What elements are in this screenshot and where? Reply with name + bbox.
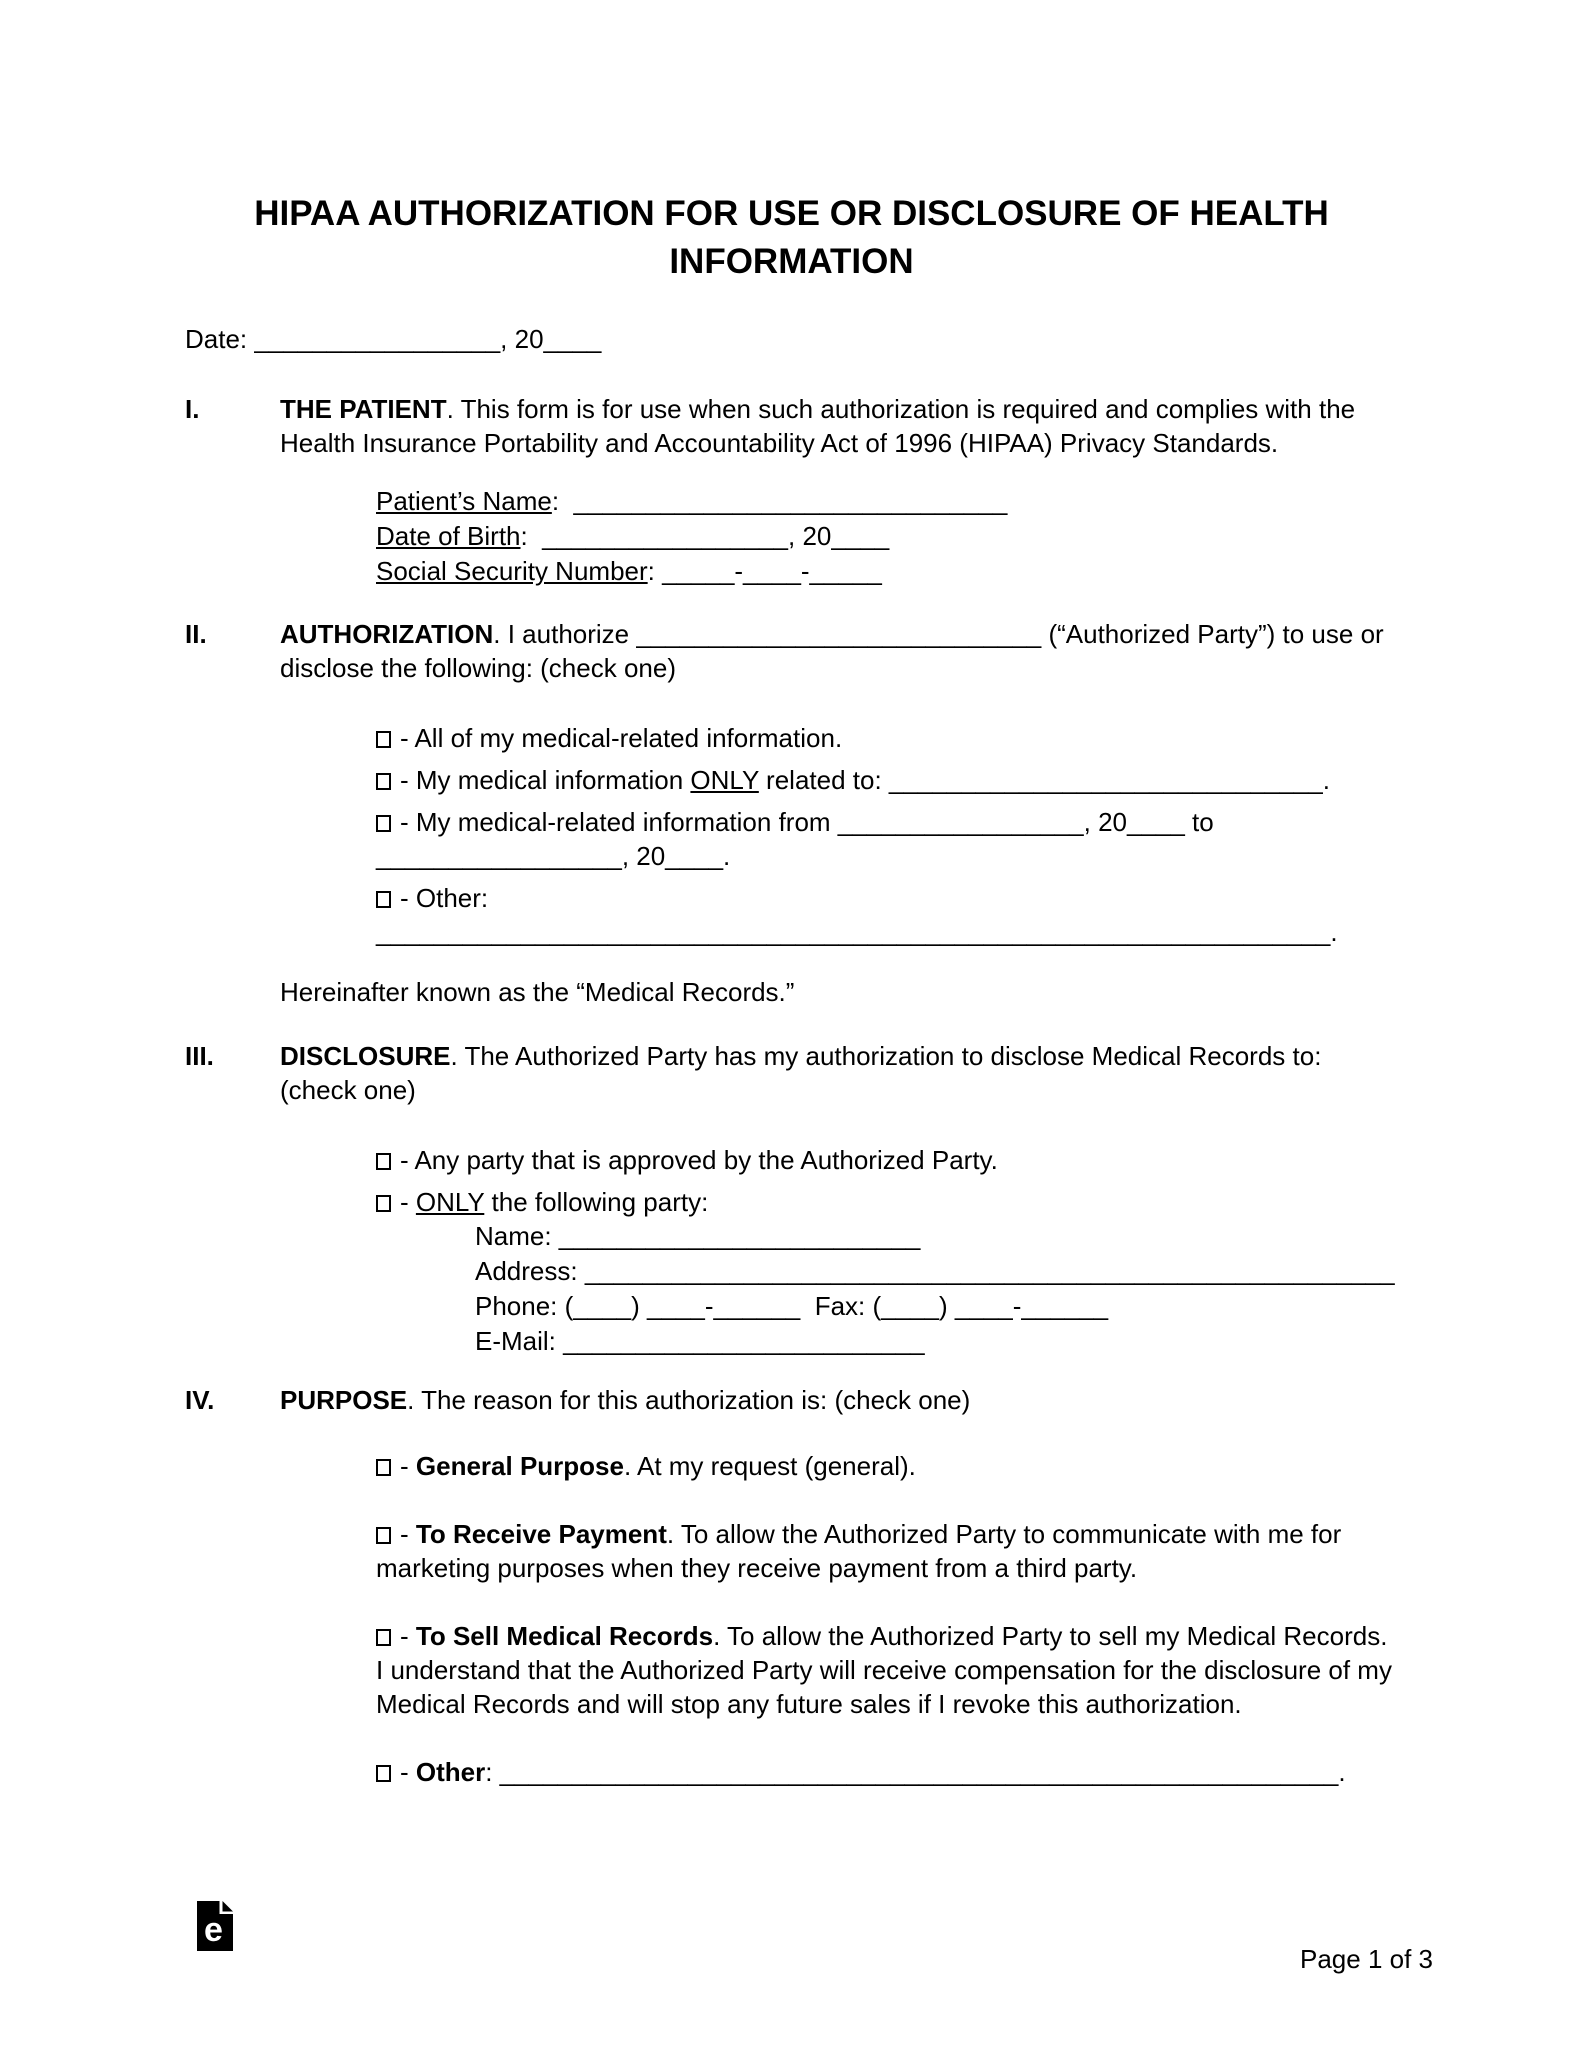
section-heading-paragraph (280, 392, 1398, 460)
option-text-bold: To Sell Medical Records (415, 1621, 714, 1651)
section-numeral: II. (185, 619, 207, 649)
section-text: . I authorize ____________________________ (“Authorized Party”) to use or disclose the following: (check one) (280, 619, 1391, 683)
section-text: . This form is for use when such authorization is required and complies with the Health Insurance Portability and Accountability Act of 1996 (HIPAA) Privacy Standards. (280, 394, 1363, 458)
checkbox[interactable] (376, 1629, 391, 1646)
section-title: AUTHORIZATION (280, 619, 494, 649)
field-text: Name: _________________________ (475, 1221, 921, 1251)
option-text: - (400, 1519, 416, 1549)
document-content (185, 190, 1398, 1823)
option-text: . To allow the Authorized Party to sell my Medical Records. I understand that the Authorized Party will receive compensation for the disclosure of my Medical Records and will stop any future sales if I revoke this authorization. (376, 1621, 1400, 1719)
option-to-receive-payment (376, 1517, 1398, 1585)
option-text: - All of my medical-related information. (400, 723, 843, 753)
section-disclosure (185, 1039, 1398, 1359)
option-to-sell-medical-records (376, 1619, 1398, 1721)
checkbox[interactable] (376, 1765, 391, 1782)
eforms-document-logo-icon (197, 1901, 233, 1951)
checkbox[interactable] (376, 891, 391, 908)
option-text-bold: Other (415, 1757, 486, 1787)
option-text: . To allow the Authorized Party to communicate with me for marketing purposes when they receive payment from a third party. (376, 1519, 1349, 1583)
section-title: THE PATIENT (280, 394, 447, 424)
checkbox[interactable] (376, 731, 391, 748)
party-phone-fax-field[interactable] (475, 1289, 1398, 1324)
document-title: HIPAA AUTHORIZATION FOR USE OR DISCLOSURE OF HEALTH INFORMATION (254, 194, 1329, 281)
date-of-birth-field[interactable] (376, 519, 1398, 554)
field-label: Social Security Number (376, 556, 648, 586)
option-only-following-party (376, 1185, 1398, 1219)
purpose-options (376, 1449, 1398, 1789)
section-heading-paragraph (280, 617, 1398, 685)
section-title: DISCLOSURE (280, 1041, 451, 1071)
section-text: . The Authorized Party has my authorization to disclose Medical Records to: (check one) (280, 1041, 1329, 1105)
field-blank: : _________________, 20____ (520, 521, 890, 551)
field-blank: : ______________________________ (551, 486, 1008, 516)
section-body (280, 1383, 1398, 1823)
section-body (280, 1039, 1398, 1359)
option-text: - Other: __________________________________________________________________. (376, 883, 1338, 947)
party-fields (475, 1219, 1398, 1359)
medical-records-definition: Hereinafter known as the “Medical Records.” (280, 977, 795, 1007)
option-text: : __________________________________________________________. (485, 1757, 1346, 1787)
option-all-medical-info (376, 721, 1398, 755)
option-text: - Any party that is approved by the Authorized Party. (400, 1145, 998, 1175)
checkbox[interactable] (376, 815, 391, 832)
option-medical-info-only-related-to (376, 763, 1398, 797)
section-body (280, 392, 1398, 589)
option-text: . At my request (general). (623, 1451, 916, 1481)
option-text: - (400, 1757, 416, 1787)
option-text-bold: To Receive Payment (415, 1519, 667, 1549)
checkbox[interactable] (376, 1527, 391, 1544)
section-numeral: I. (185, 394, 200, 424)
party-email-field[interactable] (475, 1324, 1398, 1359)
section-numeral: III. (185, 1041, 214, 1071)
section-title: PURPOSE (280, 1385, 408, 1415)
field-blank: : _____-____-_____ (647, 556, 882, 586)
section-purpose (185, 1383, 1398, 1823)
option-text: - My medical-related information from _________________, 20____ to _________________, 20____. (376, 807, 1221, 871)
party-name-field[interactable] (475, 1219, 1398, 1254)
date-line: Date: _________________, 20____ (185, 324, 602, 354)
section-heading-paragraph (280, 1383, 1398, 1417)
option-other-purpose (376, 1755, 1398, 1789)
section-heading-paragraph (280, 1039, 1398, 1107)
option-text: - (400, 1451, 416, 1481)
option-text: - (400, 1187, 416, 1217)
option-text-underlined: ONLY (415, 1187, 485, 1217)
section-authorization (185, 617, 1398, 1009)
option-other-information (376, 881, 1398, 949)
patient-name-field[interactable] (376, 484, 1398, 519)
field-text: Phone: (____) ____-______ Fax: (____) ____-______ (475, 1291, 1109, 1321)
checkbox[interactable] (376, 773, 391, 790)
patient-fields (376, 484, 1398, 589)
section-the-patient (185, 392, 1398, 589)
option-text-underlined: ONLY (690, 765, 759, 795)
page-indicator: Page 1 of 3 (1300, 1944, 1433, 1974)
section-numeral: IV. (185, 1385, 215, 1415)
section-body (280, 617, 1398, 1009)
option-general-purpose (376, 1449, 1398, 1483)
option-any-approved-party (376, 1143, 1398, 1177)
logo-letter: e (204, 1911, 223, 1949)
checkbox[interactable] (376, 1459, 391, 1476)
field-text: E-Mail: _________________________ (475, 1326, 925, 1356)
option-text: the following party: (484, 1187, 709, 1217)
section-text: . The reason for this authorization is: (check one) (407, 1385, 971, 1415)
field-label: Patient’s Name (376, 486, 552, 516)
option-text: related to: ______________________________. (758, 765, 1330, 795)
option-text: - (400, 1621, 416, 1651)
field-label: Date of Birth (376, 521, 521, 551)
option-text-bold: General Purpose (415, 1451, 624, 1481)
checkbox[interactable] (376, 1195, 391, 1212)
party-address-field[interactable] (475, 1254, 1398, 1289)
ssn-field[interactable] (376, 554, 1398, 589)
checkbox[interactable] (376, 1153, 391, 1170)
option-text: - My medical information (400, 765, 691, 795)
disclosure-options (376, 1143, 1398, 1219)
option-medical-info-date-range (376, 805, 1398, 873)
field-text: Address: ________________________________________________________ (475, 1256, 1395, 1286)
authorization-options (376, 721, 1398, 949)
